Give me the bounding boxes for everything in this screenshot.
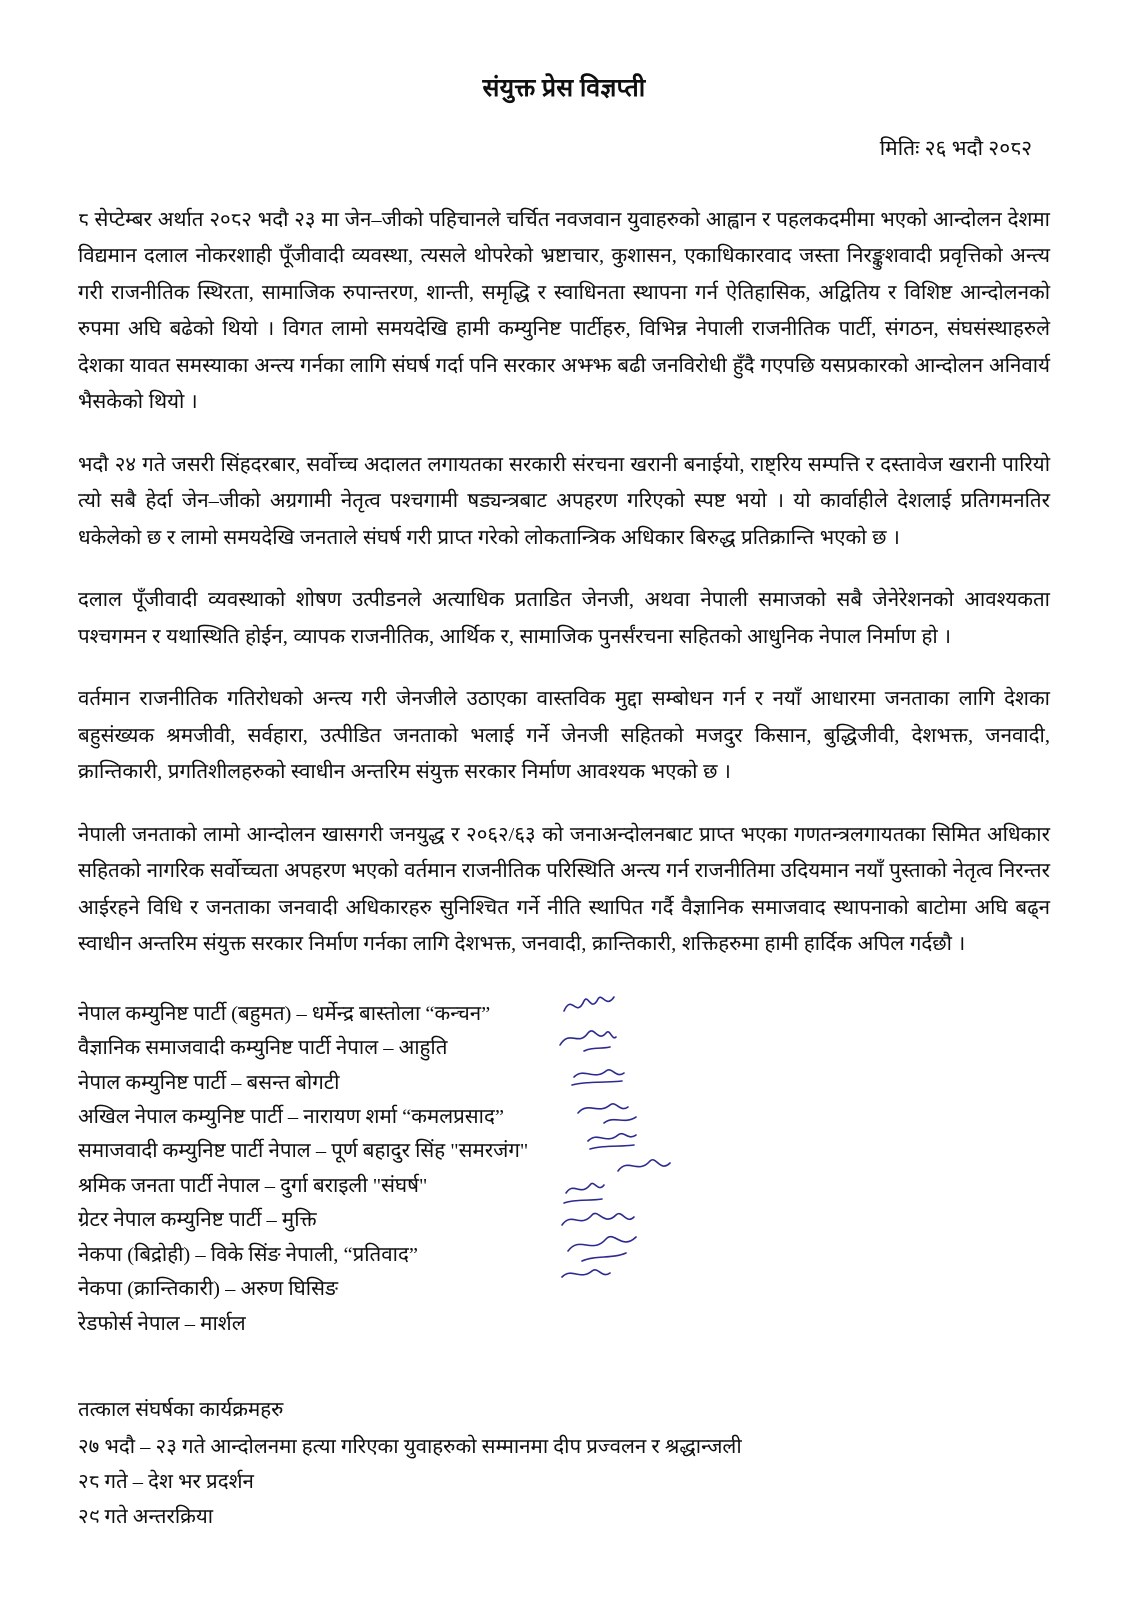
program-item: २७ भदौ – २३ गते आन्दोलनमा हत्या गरिएका युवाहरुको सम्मानमा दीप प्रज्वलन र श्रद्धान्जली [78, 1435, 742, 1458]
paragraph-4: वर्तमान राजनीतिक गतिरोधको अन्त्य गरी जेनजीले उठाएका वास्तविक मुद्दा सम्बोधन गर्न र नयाँ आधारमा जनताका लागि देशका बहुसंख्यक श्रमजीवी, सर्वहारा, उत्पीडित जनताको भलाई गर्ने जेनजी सहितको मजदुर किसान, बुद्धिजीवी, देशभक्त, जनवादी, क्रान्तिकारी, प्रगतिशीलहरुको स्वाधीन अन्तरिम संयुक्त सरकार निर्माण आवश्यक भएको छ । [78, 688, 1050, 784]
list-item: नेकपा (बिद्रोही) – विके सिंङ नेपाली, “प्रतिवाद” [78, 1243, 418, 1266]
paragraph-2: भदौ २४ गते जसरी सिंहदरबार, सर्वोच्च अदालत लगायतका सरकारी संरचना खरानी बनाईयो, राष्ट्रिय सम्पत्ति र दस्तावेज खरानी पारियो त्यो सबै हेर्दा जेन–जीको अग्रगामी नेतृत्व पश्चगामी षड्यन्त्रबाट अपहरण गरिएको स्पष्ट भयो । यो कार्वाहीले देशलाई प्रतिगमनतिर धकेलेको छ र लामो समयदेखि जनताले संघर्ष गरी प्राप्त गरेको लोकतान्त्रिक अधिकार बिरुद्ध प्रतिक्रान्ति भएको छ । [78, 453, 1050, 549]
list-item: रेडफोर्स नेपाल – मार्शल [78, 1312, 246, 1335]
program-item: २९ गते अन्तरक्रिया [78, 1505, 214, 1528]
document-date: मितिः २६ भदौ २०८२ [879, 136, 1032, 160]
list-item: नेपाल कम्युनिष्ट पार्टी (बहुमत) – धर्मेन्द्र बास्तोला “कन्चन” [78, 1002, 491, 1025]
list-item: अखिल नेपाल कम्युनिष्ट पार्टी – नारायण शर्मा “कमलप्रसाद” [78, 1106, 504, 1129]
list-item: समाजवादी कम्युनिष्ट पार्टी नेपाल – पूर्ण बहादुर सिंह "समरजंग" [78, 1140, 529, 1163]
paragraph-3: दलाल पूँजीवादी व्यवस्थाको शोषण उत्पीडनले अत्याधिक प्रताडित जेनजी, अथवा नेपाली समाजको सबै जेनेरेशनको आवश्यकता पश्चगमन र यथास्थिति होईन, व्यापक राजनीतिक, आर्थिक र, सामाजिक पुनर्संरचना सहितको आधुनिक नेपाल निर्माण हो । [78, 589, 1050, 648]
list-item: वैज्ञानिक समाजवादी कम्युनिष्ट पार्टी नेपाल – आहुति [78, 1037, 448, 1060]
signatory-list [78, 997, 1050, 1341]
list-item: श्रमिक जनता पार्टी नेपाल – दुर्गा बराइली "संघर्ष" [78, 1174, 428, 1197]
program-section [78, 1393, 1050, 1534]
list-item: नेपाल कम्युनिष्ट पार्टी – बसन्त बोगटी [78, 1071, 340, 1094]
document-body [78, 202, 1050, 963]
list-item: नेकपा (क्रान्तिकारी) – अरुण घिसिङ [78, 1278, 338, 1301]
list-item: ग्रेटर नेपाल कम्युनिष्ट पार्टी – मुक्ति [78, 1209, 317, 1232]
page-title: संयुक्त प्रेस विज्ञप्ती [482, 75, 646, 102]
program-item: २८ गते – देश भर प्रदर्शन [78, 1470, 254, 1493]
paragraph-5: नेपाली जनताको लामो आन्दोलन खासगरी जनयुद्ध र २०६२/६३ को जनाअन्दोलनबाट प्राप्त भएका गणतन्त्रलगायतका सिमित अधिकार सहितको नागरिक सर्वोच्चता अपहरण भएको वर्तमान राजनीतिक परिस्थिति अन्त्य गर्न राजनीतिमा उदियमान नयाँ पुस्ताको नेतृत्व निरन्तर आईरहने विधि र जनताका जनवादी अधिकारहरु सुनिश्चित गर्ने नीति स्थापित गर्दै वैज्ञानिक समाजवाद स्थापनाको बाटोमा अघि बढ्न स्वाधीन अन्तरिम संयुक्त सरकार निर्माण गर्नका लागि देशभक्त, जनवादी, क्रान्तिकारी, शक्तिहरुमा हामी हार्दिक अपिल गर्दछौ । [78, 823, 1050, 956]
program-heading: तत्काल संघर्षका कार्यक्रमहरु [78, 1399, 284, 1422]
paragraph-1: ८ सेप्टेम्बर अर्थात २०८२ भदौ २३ मा जेन–जीको पहिचानले चर्चित नवजवान युवाहरुको आह्वान र पहलकदमीमा भएको आन्दोलन देशमा विद्यमान दलाल नोकरशाही पूँजीवादी व्यवस्था, त्यसले थोपरेको भ्रष्टाचार, कुशासन, एकाधिकारवाद जस्ता निरङ्कुशवादी प्रवृत्तिको अन्त्य गरी राजनीतिक स्थिरता, सामाजिक रुपान्तरण, शान्ती, समृद्धि र स्वाधिनता स्थापना गर्न ऐतिहासिक, अद्वितिय र विशिष्ट आन्दोलनको रुपमा अघि बढेको थियो । विगत लामो समयदेखि हामी कम्युनिष्ट पार्टीहरु, विभिन्न नेपाली राजनीतिक पार्टी, संगठन, संघसंस्थाहरुले देशका यावत समस्याका अन्त्य गर्नका लागि संघर्ष गर्दा पनि सरकार अझ्झ बढी जनविरोधी हुँदै गएपछि यसप्रकारको आन्दोलन अनिवार्य भैसकेको थियो । [78, 209, 1050, 414]
